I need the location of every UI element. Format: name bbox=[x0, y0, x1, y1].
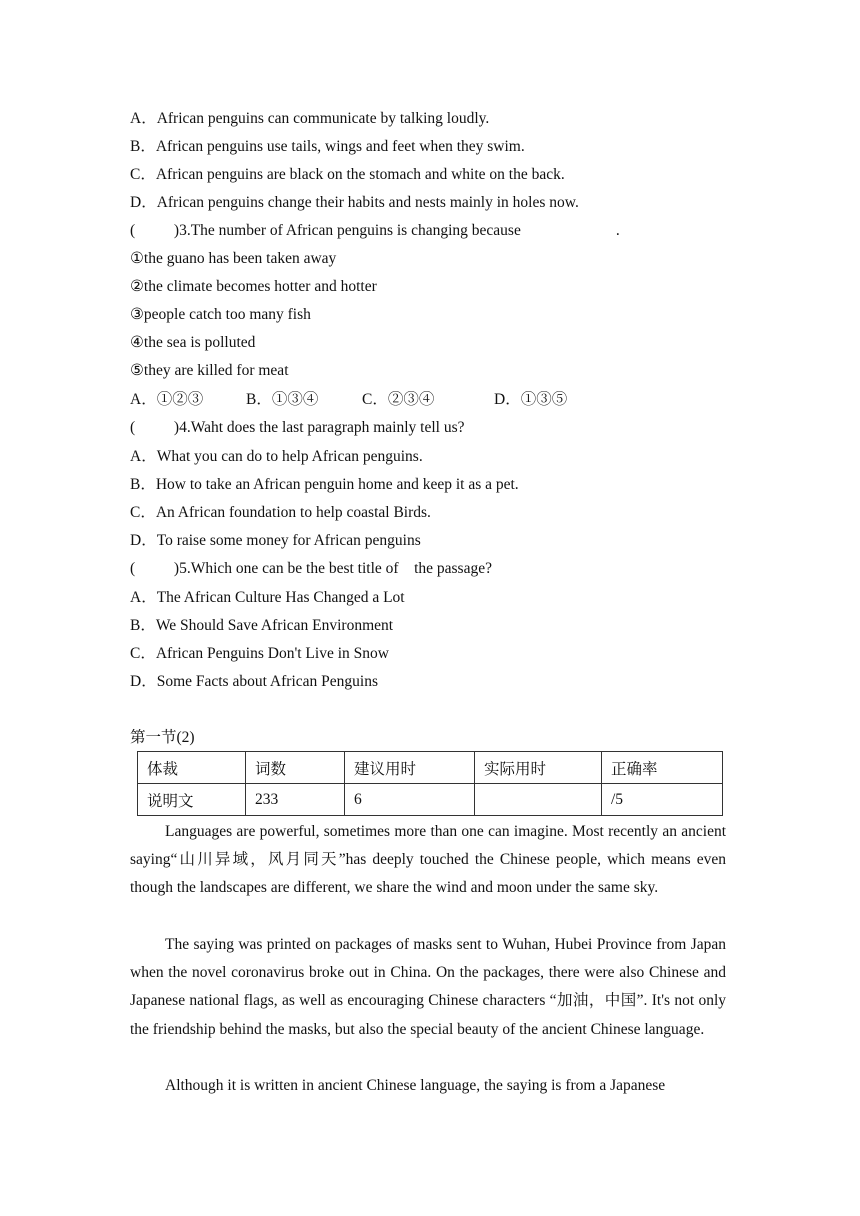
table-cell: /5 bbox=[602, 784, 723, 816]
passage-paragraph-1 bbox=[130, 818, 726, 903]
table-header-row bbox=[138, 752, 723, 784]
reading-stats-table bbox=[137, 751, 723, 816]
q5-option-d: D．Some Facts about African Penguins bbox=[130, 673, 378, 690]
table-row bbox=[138, 784, 723, 816]
q4-option-a: A．What you can do to help African penguins. bbox=[130, 448, 423, 465]
q4-option-d: D．To raise some money for African penguins bbox=[130, 532, 421, 549]
q2-option-a: A．African penguins can communicate by talking loudly. bbox=[130, 110, 490, 127]
table-cell: 6 bbox=[345, 784, 475, 816]
q4-option-c: C．An African foundation to help coastal Birds. bbox=[130, 504, 431, 521]
q3-stem bbox=[130, 221, 620, 241]
q2-option-b: B．African penguins use tails, wings and feet when they swim. bbox=[130, 138, 525, 155]
q4-stem: ( )4.Waht does the last paragraph mainly tell us? bbox=[130, 419, 465, 436]
q3-stem-end: . bbox=[615, 222, 620, 239]
table-cell: 233 bbox=[246, 784, 345, 816]
q5-option-a: A．The African Culture Has Changed a Lot bbox=[130, 589, 405, 606]
q5-stem: ( )5.Which one can be the best title of the passage? bbox=[130, 560, 492, 577]
q3-option-d: D．①③⑤ bbox=[494, 391, 568, 408]
paragraph-text: Although it is written in ancient Chinese language, the saying is from a Japanese bbox=[165, 1077, 666, 1094]
q3-reason-5: ⑤they are killed for meat bbox=[130, 362, 289, 379]
table-header-cell: 体裁 bbox=[138, 752, 246, 784]
table-header-cell: 正确率 bbox=[602, 752, 723, 784]
actual-time-cell bbox=[475, 784, 602, 816]
q3-stem-text: ( )3.The number of African penguins is changing because bbox=[130, 222, 521, 239]
q3-option-a: A．①②③ bbox=[130, 391, 204, 408]
q3-option-c: C．②③④ bbox=[362, 391, 435, 408]
section-title: 第一节(2) bbox=[130, 729, 195, 746]
table-header-cell: 建议用时 bbox=[345, 752, 475, 784]
q5-option-b: B．We Should Save African Environment bbox=[130, 617, 394, 634]
q3-reason-1: ①the guano has been taken away bbox=[130, 250, 337, 267]
table-header-cell: 实际用时 bbox=[475, 752, 602, 784]
q3-options bbox=[130, 390, 610, 410]
table-header-cell: 词数 bbox=[246, 752, 345, 784]
paragraph-text: Languages are powerful, sometimes more than one can imagine. Most recently an ancient saying“山川异域，风月同天”has deeply touched the Chinese people, which means even though the landscapes are different, we share the wind and moon under the same sky. bbox=[130, 823, 726, 897]
table-cell: 说明文 bbox=[138, 784, 246, 816]
q3-reason-4: ④the sea is polluted bbox=[130, 334, 256, 351]
q2-option-c: C．African penguins are black on the stomach and white on the back. bbox=[130, 166, 565, 183]
passage-paragraph-3 bbox=[130, 1072, 726, 1100]
q3-reason-3: ③people catch too many fish bbox=[130, 306, 311, 323]
paragraph-text: The saying was printed on packages of masks sent to Wuhan, Hubei Province from Japan when the novel coronavirus broke out in China. On the packages, there were also Chinese and Japanese national flags, as well as encouraging Chinese characters “加油，中国”. It's not only the friendship behind the masks, but also the special beauty of the ancient Chinese language. bbox=[130, 936, 726, 1038]
q4-option-b: B．How to take an African penguin home and keep it as a pet. bbox=[130, 476, 519, 493]
q3-reason-2: ②the climate becomes hotter and hotter bbox=[130, 278, 377, 295]
q3-option-b: B．①③④ bbox=[246, 391, 319, 408]
q2-option-d: D．African penguins change their habits and nests mainly in holes now. bbox=[130, 194, 579, 211]
q5-option-c: C．African Penguins Don't Live in Snow bbox=[130, 645, 389, 662]
passage-paragraph-2 bbox=[130, 931, 726, 1044]
